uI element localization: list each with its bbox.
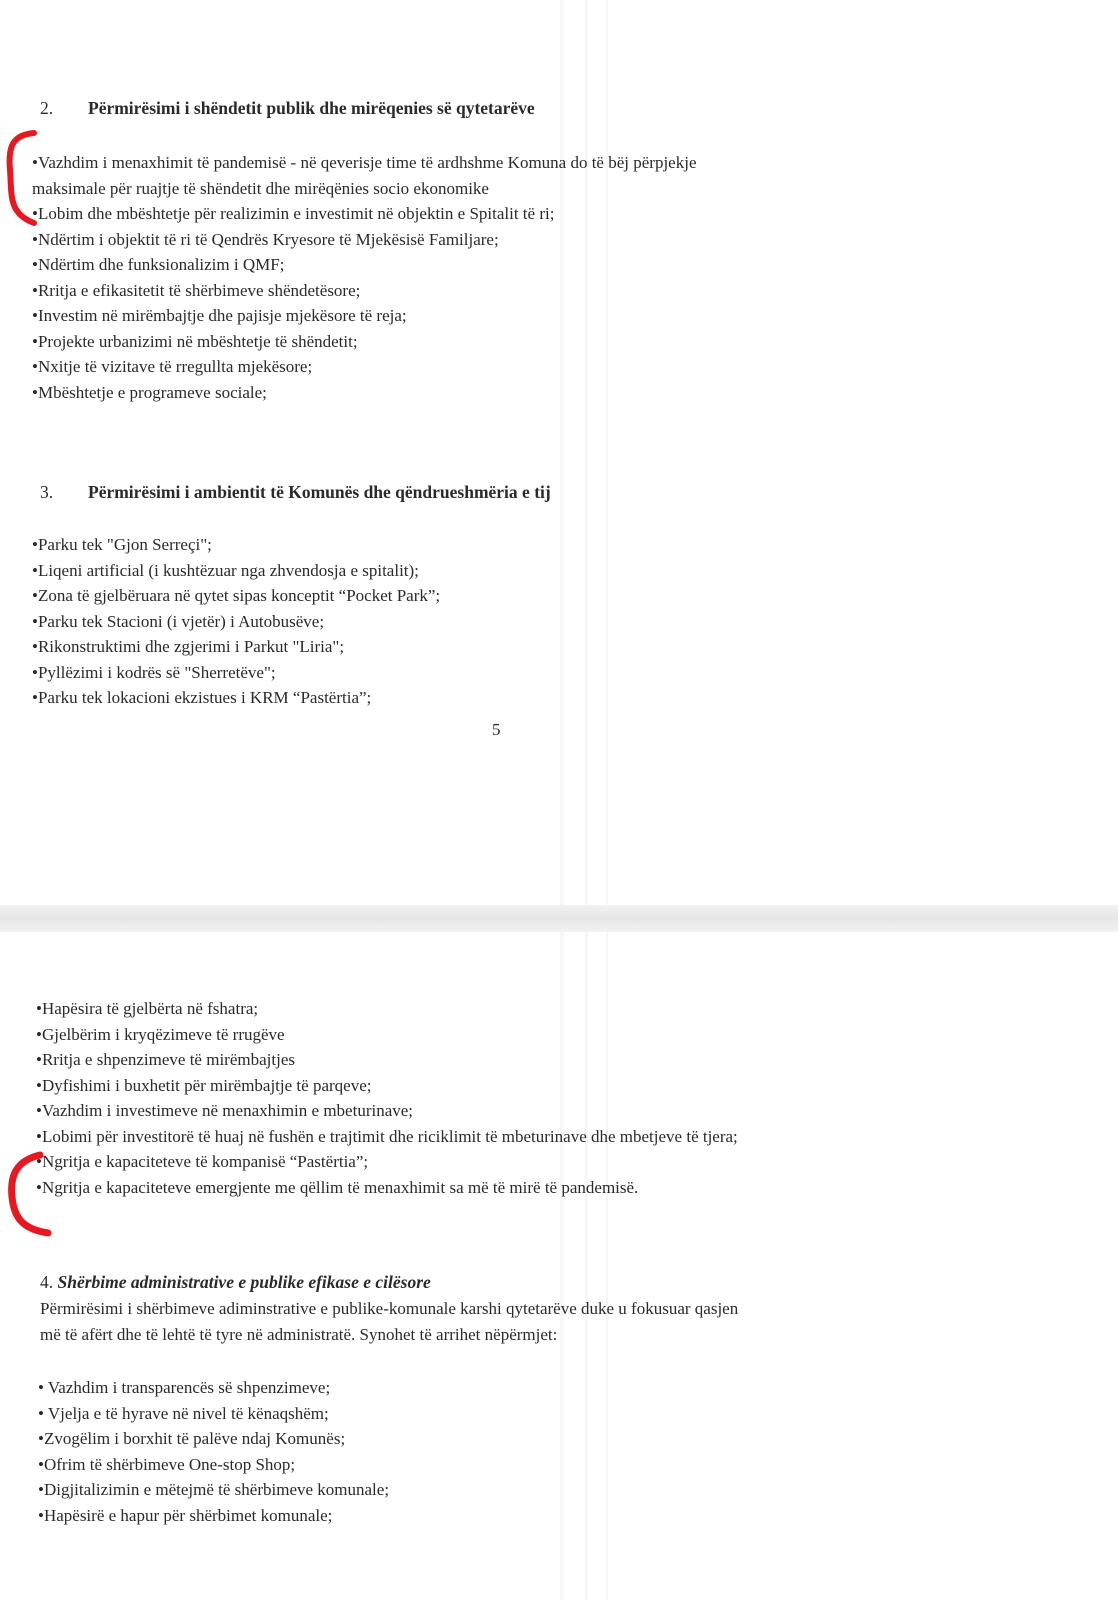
list-item: maksimale për ruajtje të shëndetit dhe mirëqënies socio ekonomike [32, 178, 489, 198]
list-item: •Rikonstruktimi dhe zgjerimi i Parkut "Liria"; [32, 637, 345, 656]
document-page-bottom [0, 932, 1118, 1600]
list-item: •Parku tek lokacioni ekzistues i KRM “Pastërtia”; [32, 688, 372, 707]
list-item: •Lobimi për investitorë të huaj në fushën e trajtimit dhe riciklimit të mbeturinave dhe mbetjeve të tjera; [36, 1126, 738, 1146]
section-4-intro [40, 1296, 738, 1347]
list-item: •Rritja e shpenzimeve të mirëmbajtjes [36, 1050, 295, 1069]
list-item: •Investim në mirëmbajtje dhe pajisje mjekësore të reja; [32, 306, 407, 325]
list-item: •Digjitalizimin e mëtejmë të shërbimeve komunale; [38, 1480, 390, 1499]
page-separator [0, 905, 1118, 932]
list-item: •Zvogëlim i borxhit të palëve ndaj Komunës; [38, 1429, 346, 1448]
list-item: •Ngritja e kapaciteteve të kompanisë “Pastërtia”; [36, 1152, 369, 1171]
list-item: •Nxitje të vizitave të rregullta mjekësore; [32, 357, 313, 376]
section-3-continued-list [36, 996, 738, 1200]
scan-artifact-line [606, 0, 608, 905]
list-item: •Pyllëzimi i kodrës së "Sherretëve"; [32, 662, 276, 682]
section-4-list [38, 1375, 389, 1528]
section-2-title: Përmirësimi i shëndetit publik dhe mirëqenies së qytetarëve [88, 98, 535, 118]
list-item: •Projekte urbanizimi në mbështetje të shëndetit; [32, 331, 358, 351]
list-item: •Hapësirë e hapur për shërbimet komunale; [38, 1505, 333, 1525]
scan-artifact-line [560, 0, 564, 905]
section-3-title: Përmirësimi i ambientit të Komunës dhe qëndrueshmëria e tij [88, 482, 551, 502]
list-item: •Parku tek Stacioni (i vjetër) i Autobusëve; [32, 611, 325, 631]
list-item: • Vjelja e të hyrave në nivel të kënaqshëm; [38, 1403, 329, 1423]
section-4-heading [40, 1272, 431, 1293]
list-item: •Dyfishimi i buxhetit për mirëmbajtje të parqeve; [36, 1075, 372, 1095]
list-item: •Zona të gjelbëruara në qytet sipas konceptit “Pocket Park”; [32, 586, 441, 605]
list-item: •Gjelbërim i kryqëzimeve të rrugëve [36, 1024, 285, 1044]
list-item: •Ndërtim i objektit të ri të Qendrës Kryesore të Mjekësisë Familjare; [32, 229, 499, 249]
list-item: •Lobim dhe mbështetje për realizimin e investimit në objektin e Spitalit të ri; [32, 204, 555, 223]
section-2-heading [40, 98, 535, 119]
intro-line: më të afërt dhe të lehtë të tyre në administratë. Synohet të arrihet nëpërmjet: [40, 1324, 558, 1344]
section-3-number: 3. [40, 482, 54, 502]
section-3-list [32, 532, 440, 711]
section-2-list [32, 150, 697, 405]
list-item: •Mbështetje e programeve sociale; [32, 382, 267, 402]
list-item: •Vazhdim i investimeve në menaxhimin e mbeturinave; [36, 1101, 414, 1120]
list-item: •Rritja e efikasitetit të shërbimeve shëndetësore; [32, 280, 361, 300]
list-item: •Vazhdim i menaxhimit të pandemisë - në qeverisje time të ardhshme Komuna do të bëj përpjekje [32, 153, 697, 172]
list-item: •Ngritja e kapaciteteve emergjente me qëllim të menaxhimit sa më të mirë të pandemisë. [36, 1177, 639, 1197]
list-item: •Ofrim të shërbimeve One-stop Shop; [38, 1454, 296, 1474]
section-3-heading [40, 482, 551, 503]
list-item: •Liqeni artificial (i kushtëzuar nga zhvendosja e spitalit); [32, 560, 419, 580]
list-item: •Parku tek "Gjon Serreçi"; [32, 535, 212, 554]
list-item: • Vazhdim i transparencës së shpenzimeve; [38, 1378, 331, 1397]
scan-artifact-line [585, 0, 588, 905]
section-4-number: 4. [40, 1272, 54, 1292]
intro-line: Përmirësimi i shërbimeve adiminstrative e publike-komunale karshi qytetarëve duke u fokusuar qasjen [40, 1299, 739, 1318]
page-number: 5 [492, 720, 501, 739]
section-4-title: Shërbime administrative e publike efikase e cilësore [57, 1272, 431, 1292]
list-item: •Ndërtim dhe funksionalizim i QMF; [32, 255, 285, 274]
list-item: •Hapësira të gjelbërta në fshatra; [36, 999, 259, 1018]
section-2-number: 2. [40, 98, 54, 118]
